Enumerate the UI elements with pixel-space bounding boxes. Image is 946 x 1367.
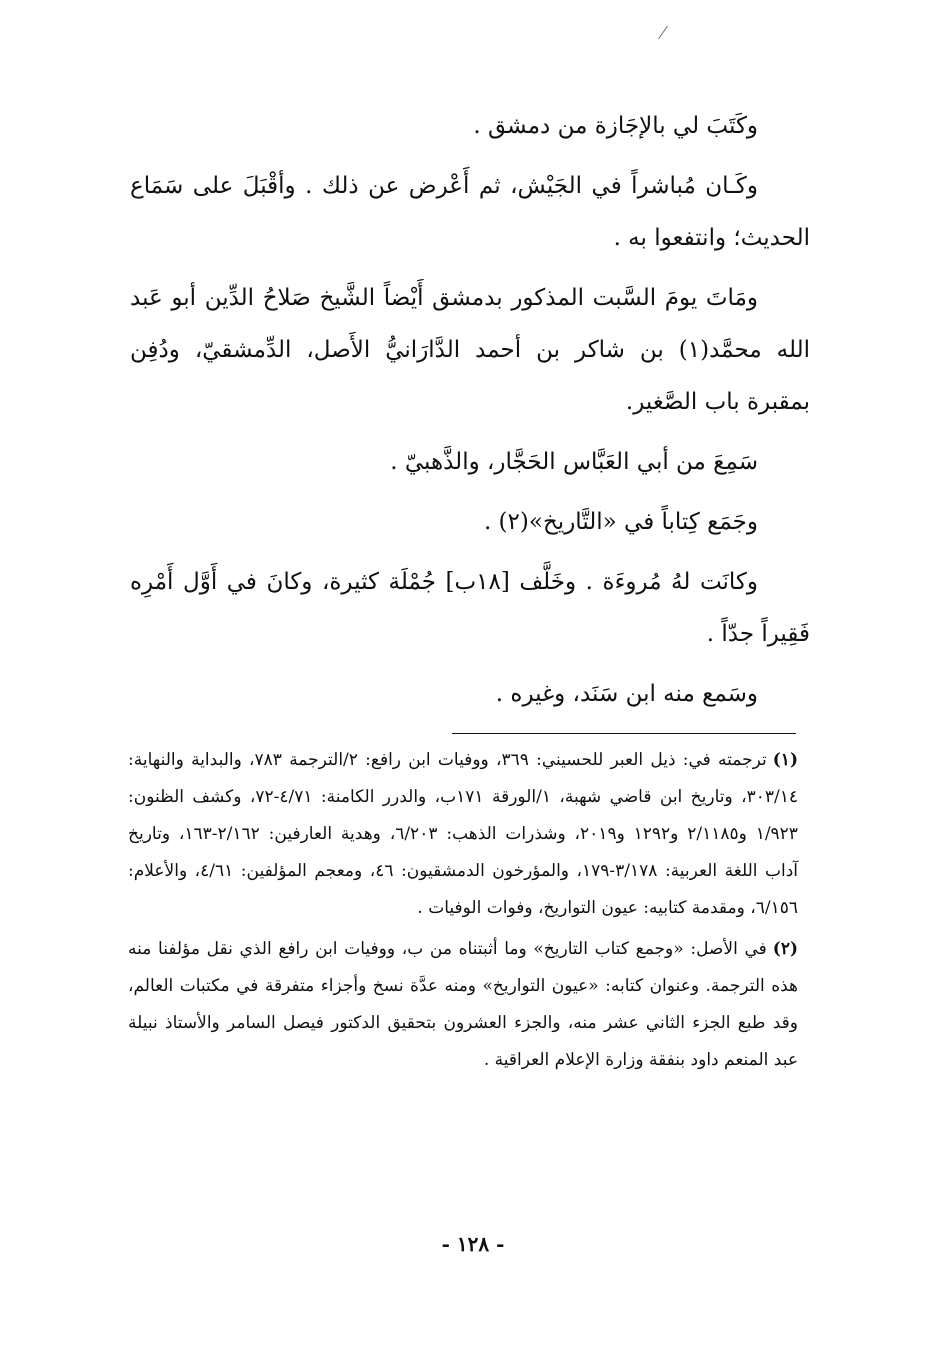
- footnote-number: (١): [772, 750, 798, 770]
- paragraph: وكَتَبَ لي بالإجَازة من دمشق .: [473, 113, 758, 139]
- paragraph: سَمِعَ من أبي العَبَّاس الحَجَّار، والذَّهبيّ .: [390, 449, 758, 475]
- paragraph: وكانَت لهُ مُروءَة . وخَلَّف [١٨ب] جُمْلَة كثيرة، وكانَ في أَوَّل أَمْرِه فَقِيراً جدّاً .: [130, 569, 810, 647]
- footnote-text: في الأصل: «وجمع كتاب التاريخ» وما أثبتناه من ب، ووفيات ابن رافع الذي نقل مؤلفنا منه هذه الترجمة. وعنوان كتابه: «عيون التواريخ» ومنه عدَّة نسخ وأجزاء متفرقة في مكتبات العالم، وقد طبع الجزء الثاني عشر منه، والجزء العشرون بتحقيق الدكتور فيصل السامر والأستاذ نبيلة عبد المنعم داود بنفقة وزارة الإعلام العراقية .: [128, 939, 798, 1070]
- scan-mark: [658, 26, 668, 40]
- paragraph: وكَـان مُباشراً في الجَيْش، ثم أَعْرض عن ذلك . وأقْبَلَ على سَمَاع الحديث؛ وانتفعوا به .: [130, 173, 810, 251]
- page-number: - ١٢٨ -: [441, 1232, 505, 1256]
- main-text: [130, 100, 810, 728]
- footnote: [128, 931, 798, 1079]
- footnote: [128, 742, 798, 927]
- paragraph: ومَاتَ يومَ السَّبت المذكور بدمشق أَيْضاً الشَّيخ صَلاحُ الدِّين أبو عَبد الله محمَّد(١) بن شاكر بن أحمد الدَّارَانيُّ الأَصل، الدِّمشقيّ، ودُفِن بمقبرة باب الصَّغير.: [130, 285, 810, 415]
- paragraph: وسَمع منه ابن سَنَد، وغيره .: [495, 681, 758, 707]
- footnotes: [128, 742, 798, 1083]
- footnote-text: ترجمته في: ذيل العبر للحسيني: ٣٦٩، ووفيات ابن رافع: ٢/الترجمة ٧٨٣، والبداية والنهاية: ٣٠٣/١٤، وتاريخ ابن قاضي شهبة، ١/الورقة ١٧١ب، والدرر الكامنة: ٤/٧١-٧٢، وكشف الظنون: ١/٩٢٣ و٢/١١٨٥ و١٢٩٢ و٢٠١٩، وشذرات الذهب: ٦/٢٠٣، وهدية العارفين: ٢/١٦٢-١٦٣، وتاريخ آداب اللغة العربية: ٣/١٧٨-١٧٩، والمؤرخون الدمشقيون: ٤٦، ومعجم المؤلفين: ٤/٦١، والأعلام: ٦/١٥٦، ومقدمة كتابيه: عيون التواريخ، وفوات الوفيات .: [128, 750, 799, 918]
- footnote-number: (٢): [772, 939, 798, 959]
- footnote-separator: [452, 733, 796, 734]
- paragraph: وجَمَع كِتاباً في «التَّاريخ»(٢) .: [483, 509, 758, 535]
